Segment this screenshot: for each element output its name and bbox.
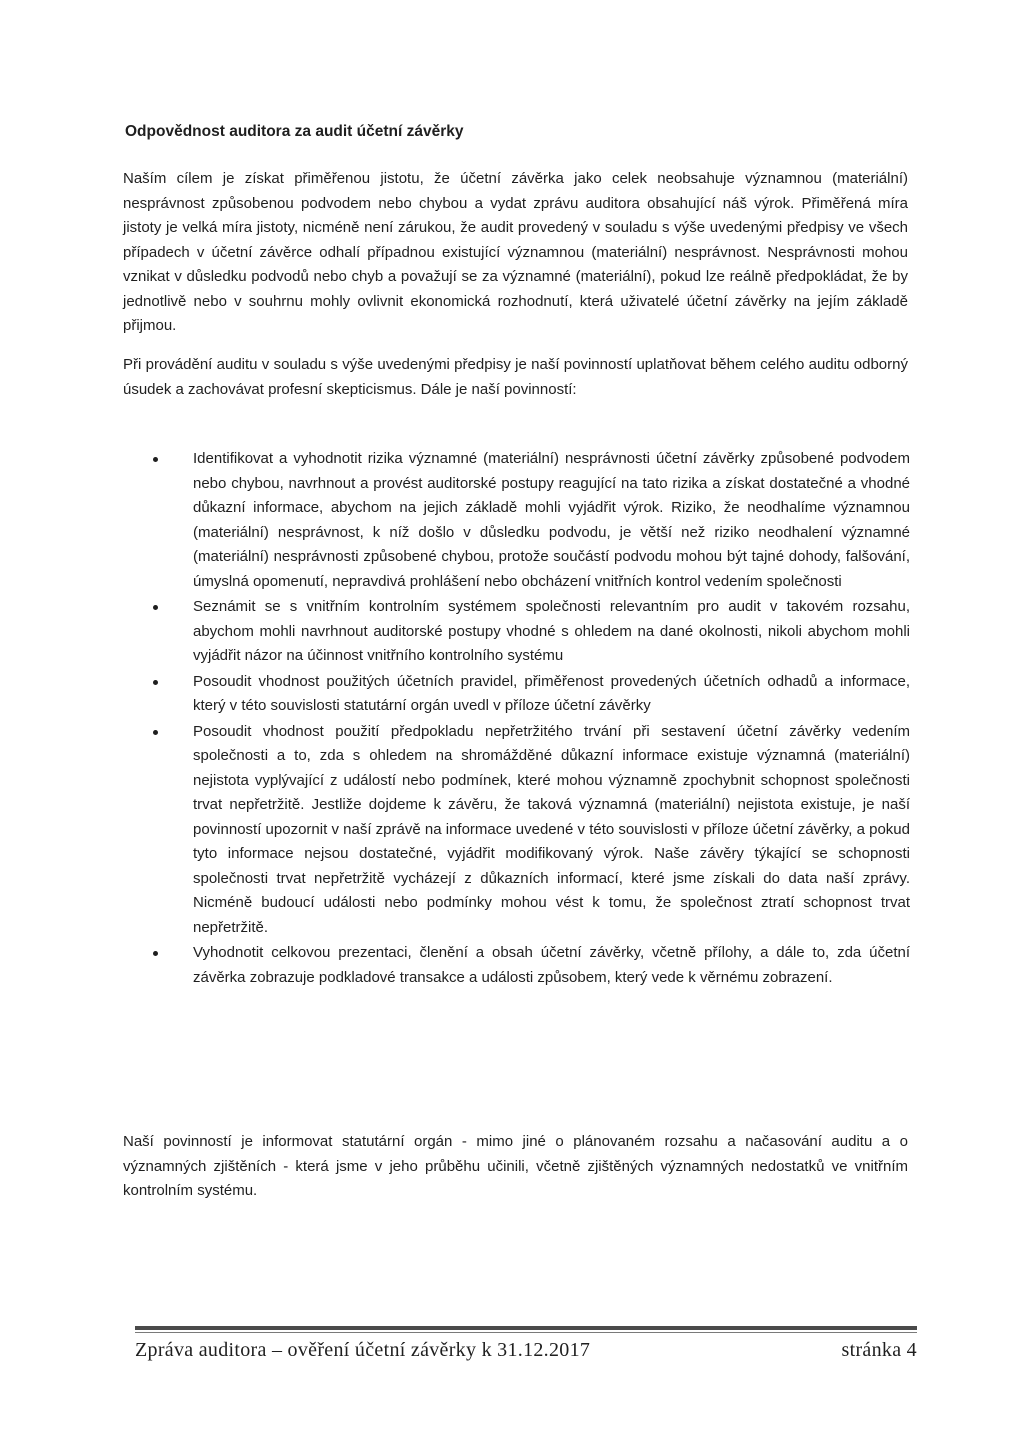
- list-item-text: Seznámit se s vnitřním kontrolním systémem společnosti relevantním pro audit v takovém rozsahu, abychom mohli navrhnout auditorské postupy vhodné s ohledem na dané okolnosti, nikoli abychom mohli vyjádřit názor na účinnost vnitřního kontrolního systému: [193, 598, 910, 664]
- list-item: [150, 447, 910, 594]
- footer-divider: [135, 1326, 917, 1330]
- section-heading: Odpovědnost auditora za audit účetní závěrky: [125, 123, 464, 140]
- bullet-icon: [153, 605, 158, 610]
- list-item: [150, 670, 910, 719]
- list-item: [150, 595, 910, 669]
- bullet-icon: [153, 680, 158, 685]
- list-item: [150, 941, 910, 990]
- list-item-text: Posoudit vhodnost použitých účetních pravidel, přiměřenost provedených účetních odhadů a informace, který v této souvislosti statutární orgán uvedl v příloze účetní závěrky: [193, 672, 910, 714]
- paragraph-duties-intro: Při provádění auditu v souladu s výše uvedenými předpisy je naší povinností uplatňovat během celého auditu odborný úsudek a zachovávat profesní skepticismus. Dále je naší povinností:: [123, 356, 908, 398]
- paragraph-objective: Naším cílem je získat přiměřenou jistotu, že účetní závěrka jako celek neobsahuje významnou (materiální) nesprávnost způsobenou podvodem nebo chybou a vydat zprávu auditora obsahující náš výrok. Přiměřená míra jistoty je velká míra jistoty, nicméně není zárukou, že audit provedený v souladu s výše uvedenými předpisy ve všech případech v účetní závěrce odhalí případnou existující významnou (materiální) nesprávnost. Nesprávnosti mohou vznikat v důsledku podvodů nebo chyb a považují se za významné (materiální), pokud lze reálně předpokládat, že by jednotlivě nebo v souhrnu mohly ovlivnit ekonomická rozhodnutí, která uživatelé účetní závěrky na jejím základě přijmou.: [123, 170, 908, 334]
- list-item-text: Identifikovat a vyhodnotit rizika významné (materiální) nesprávnosti účetní závěrky způsobené podvodem nebo chybou, navrhnout a provést auditorské postupy reagující na tato rizika a získat dostatečné a vhodné důkazní informace, abychom na jejich základě mohli vyjádřit výrok. Riziko, že neodhalíme významnou (materiální) nesprávnost, k níž došlo v důsledku podvodu, je větší než riziko neodhalení významné (materiální) nesprávnosti způsobené chybou, protože součástí podvodu mohou být tajné dohody, falšování, úmyslná opomenutí, nepravdivá prohlášení nebo obcházení vnitřních kontrol vedením společnosti: [193, 450, 910, 590]
- bullet-icon: [153, 951, 158, 956]
- paragraph-communication: Naší povinností je informovat statutární orgán - mimo jiné o plánovaném rozsahu a načasování auditu a o významných zjištěních - která jsme v jeho průběhu učinili, včetně zjištěných významných nedostatků ve vnitřním kontrolním systému.: [123, 1133, 908, 1199]
- list-item-text: Posoudit vhodnost použití předpokladu nepřetržitého trvání při sestavení účetní závěrky vedením společnosti a to, zda s ohledem na shromážděné důkazní informace existuje významná (materiální) nejistota vyplývající z událostí nebo podmínek, které mohou významně zpochybnit schopnost společnosti trvat nepřetržitě. Jestliže dojdeme k závěru, že taková významná (materiální) nejistota existuje, je naší povinností upozornit v naší zprávě na informace uvedené v této souvislosti v příloze účetní závěrky, a pokud tyto informace nejsou dostatečné, vyjádřit modifikovaný výrok. Naše závěry týkající se schopnosti společnosti trvat nepřetržitě vycházejí z důkazních informací, které jsme získali do data naší zprávy. Nicméně budoucí události nebo podmínky mohou vést k tomu, že společnost ztratí schopnost trvat nepřetržitě.: [193, 722, 910, 936]
- duties-list: [150, 447, 910, 991]
- footer-title: Zpráva auditora – ověření účetní závěrky k 31.12.2017: [135, 1339, 591, 1361]
- bullet-icon: [153, 457, 158, 462]
- footer-divider-thin: [135, 1332, 917, 1333]
- page-number: stránka 4: [841, 1339, 917, 1361]
- bullet-icon: [153, 730, 158, 735]
- list-item-text: Vyhodnotit celkovou prezentaci, členění a obsah účetní závěrky, včetně přílohy, a dále to, zda účetní závěrka zobrazuje podkladové transakce a události způsobem, který vede k věrnému zobrazení.: [193, 944, 910, 986]
- list-item: [150, 720, 910, 941]
